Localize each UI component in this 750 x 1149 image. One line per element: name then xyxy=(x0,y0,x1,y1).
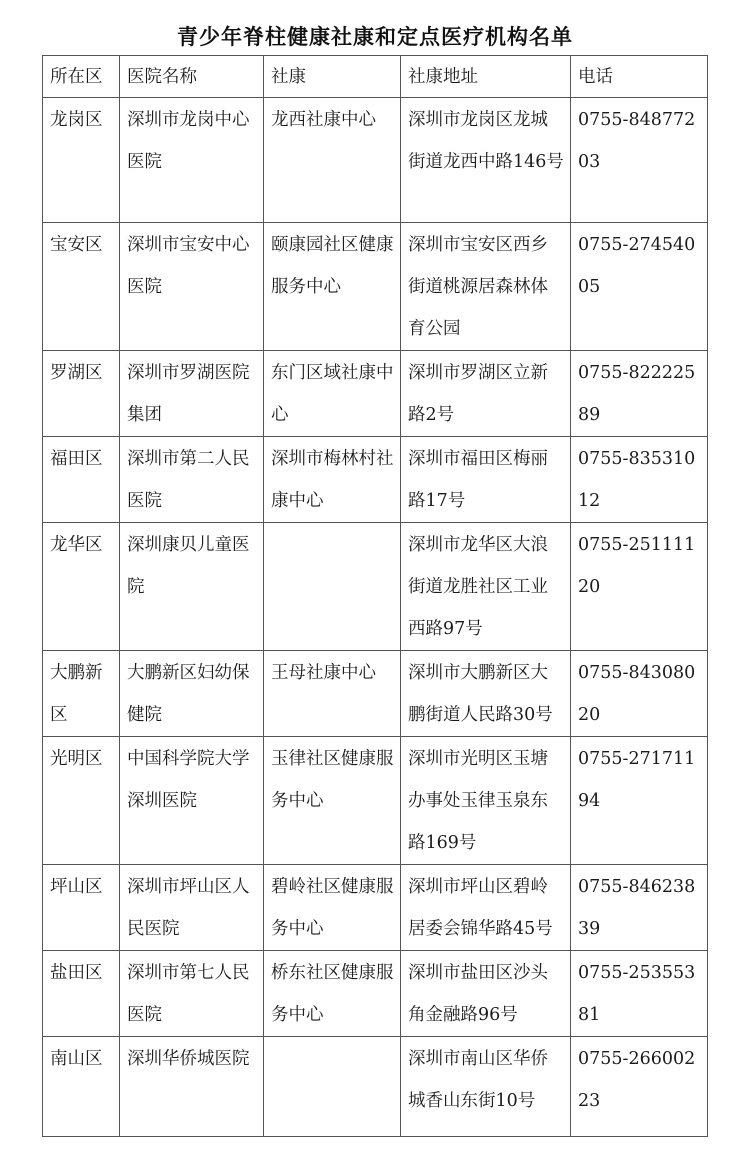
cell-clinic: 龙西社康中心 xyxy=(264,98,401,223)
cell-phone: 0755-82222589 xyxy=(571,351,708,437)
cell-clinic xyxy=(264,1037,401,1137)
table-row xyxy=(43,223,708,351)
document-title: 青少年脊柱健康社康和定点医疗机构名单 xyxy=(177,25,573,49)
cell-hospital: 深圳华侨城医院 xyxy=(120,1037,264,1137)
cell-district: 福田区 xyxy=(43,437,120,523)
cell-address: 深圳市龙华区大浪街道龙胜社区工业西路97号 xyxy=(401,523,571,651)
cell-address: 深圳市盐田区沙头角金融路96号 xyxy=(401,951,571,1037)
cell-hospital: 深圳市第七人民医院 xyxy=(120,951,264,1037)
cell-address: 深圳市大鹏新区大鹏街道人民路30号 xyxy=(401,651,571,737)
cell-phone: 0755-27171194 xyxy=(571,737,708,865)
table-row xyxy=(43,651,708,737)
cell-phone: 0755-83531012 xyxy=(571,437,708,523)
institution-table xyxy=(42,55,708,1137)
cell-phone: 0755-84623839 xyxy=(571,865,708,951)
cell-district: 龙岗区 xyxy=(43,98,120,223)
cell-address: 深圳市光明区玉塘办事处玉律玉泉东路169号 xyxy=(401,737,571,865)
cell-hospital: 深圳康贝儿童医院 xyxy=(120,523,264,651)
cell-district: 盐田区 xyxy=(43,951,120,1037)
table-row xyxy=(43,437,708,523)
table-row xyxy=(43,737,708,865)
cell-clinic: 王母社康中心 xyxy=(264,651,401,737)
header-district: 所在区 xyxy=(43,56,120,98)
table-row xyxy=(43,1037,708,1137)
cell-hospital: 深圳市坪山区人民医院 xyxy=(120,865,264,951)
header-row xyxy=(43,56,708,98)
cell-district: 坪山区 xyxy=(43,865,120,951)
cell-clinic: 东门区域社康中心 xyxy=(264,351,401,437)
table-header xyxy=(43,56,708,98)
cell-district: 宝安区 xyxy=(43,223,120,351)
cell-hospital: 深圳市宝安中心医院 xyxy=(120,223,264,351)
cell-phone: 0755-26600223 xyxy=(571,1037,708,1137)
header-clinic: 社康 xyxy=(264,56,401,98)
table-row xyxy=(43,865,708,951)
cell-address: 深圳市福田区梅丽路17号 xyxy=(401,437,571,523)
cell-phone: 0755-25355381 xyxy=(571,951,708,1037)
cell-address: 深圳市南山区华侨城香山东街10号 xyxy=(401,1037,571,1137)
cell-hospital: 深圳市罗湖医院集团 xyxy=(120,351,264,437)
cell-district: 大鹏新区 xyxy=(43,651,120,737)
table-body xyxy=(43,98,708,1137)
table-row xyxy=(43,351,708,437)
cell-phone: 0755-84877203 xyxy=(571,98,708,223)
cell-district: 龙华区 xyxy=(43,523,120,651)
header-phone: 电话 xyxy=(571,56,708,98)
cell-phone: 0755-84308020 xyxy=(571,651,708,737)
table-row xyxy=(43,523,708,651)
header-hospital: 医院名称 xyxy=(120,56,264,98)
cell-address: 深圳市坪山区碧岭居委会锦华路45号 xyxy=(401,865,571,951)
table-row xyxy=(43,98,708,223)
cell-address: 深圳市宝安区西乡街道桃源居森林体育公园 xyxy=(401,223,571,351)
cell-address: 深圳市罗湖区立新路2号 xyxy=(401,351,571,437)
cell-phone: 0755-25111120 xyxy=(571,523,708,651)
table-row xyxy=(43,951,708,1037)
cell-phone: 0755-27454005 xyxy=(571,223,708,351)
cell-clinic: 桥东社区健康服务中心 xyxy=(264,951,401,1037)
cell-hospital: 中国科学院大学深圳医院 xyxy=(120,737,264,865)
cell-district: 光明区 xyxy=(43,737,120,865)
cell-hospital: 深圳市第二人民医院 xyxy=(120,437,264,523)
cell-clinic: 碧岭社区健康服务中心 xyxy=(264,865,401,951)
cell-clinic: 深圳市梅林村社康中心 xyxy=(264,437,401,523)
cell-district: 南山区 xyxy=(43,1037,120,1137)
cell-clinic: 玉律社区健康服务中心 xyxy=(264,737,401,865)
cell-district: 罗湖区 xyxy=(43,351,120,437)
cell-hospital: 深圳市龙岗中心医院 xyxy=(120,98,264,223)
cell-clinic xyxy=(264,523,401,651)
cell-hospital: 大鹏新区妇幼保健院 xyxy=(120,651,264,737)
cell-clinic: 颐康园社区健康服务中心 xyxy=(264,223,401,351)
cell-address: 深圳市龙岗区龙城街道龙西中路146号 xyxy=(401,98,571,223)
header-address: 社康地址 xyxy=(401,56,571,98)
